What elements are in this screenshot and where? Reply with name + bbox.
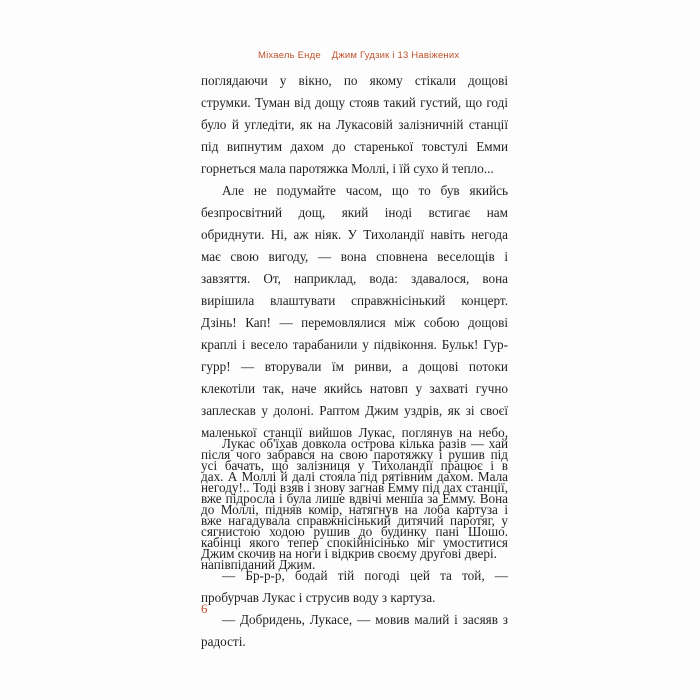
running-head-title: Джим Гудзик і 13 Навіжених <box>331 50 460 61</box>
dialogue-line: — Добридень, Лукасе, — мовив малий і засяяв з радості. <box>201 612 508 649</box>
paragraph: Але не подумайте часом, що то був якийсь безпросвітний дощ, який іноді встигає нам обриднути. Ні, аж ніяк. У Тихоландії навіть негода має свою вигоду, — вона сповнена веселощів і завзяття. От, наприклад, вода: здавалося, вона вирішила влаштувати справжнісінький концерт. Дзінь! Кап! — перемовлялися між собою дощові краплі і весело тарабанили у підвіконня. Бульк! Гур-гурр! — вторували їм ринви, а дощові потоки клекотіли так, наче якийсь натовп у захваті гучно заплескав у долоні. Раптом Джим уздрів, як зі своєї маленької станції вийшов Лукас, поглянув на небо, після чого забрався на свою паротяжку і рушив під дах. А Моллі й далі стояла під рятівним дахом. Мала вже підросла і була лише вдвічі менша за Емму. Вона вже нагадувала справжнісінький дитячий паротяг, у кабінці якого тепер спокійнісінько міг умоститися напівпіданий Джим. <box>201 183 508 572</box>
paragraph-continued: поглядаючи у вікно, по якому стікали дощові струмки. Туман від дощу стояв такий густий, що годі було й угледіти, як на Лукасовій залізничній станції під випнутим дахом до старенької товстулі Емми горнеться мала паротяжка Моллі, і їй сухо й тепло... <box>201 73 508 176</box>
running-head-author: Міхаель Енде <box>258 50 321 61</box>
paragraph: Лукас об'їхав довкола острова кілька разів — хай усі бачать, що залізниця у Тихоландії працює і в негоду!.. Тоді взяв і знову загнав Емму під дах станції, до Моллі, підняв комір, натягнув на лоба картуза і сягнистою ходою рушив до будинку пані Шошо. Джим скочив на ноги і відкрив своєму другові двері. <box>201 436 508 561</box>
page-number: 6 <box>201 601 208 616</box>
text-block-2 <box>201 433 508 653</box>
running-head <box>258 50 459 61</box>
dialogue-line: — Бр-р-р, бодай тій погоді цей та той, — пробурчав Лукас і струсив воду з картуза. <box>201 568 508 605</box>
